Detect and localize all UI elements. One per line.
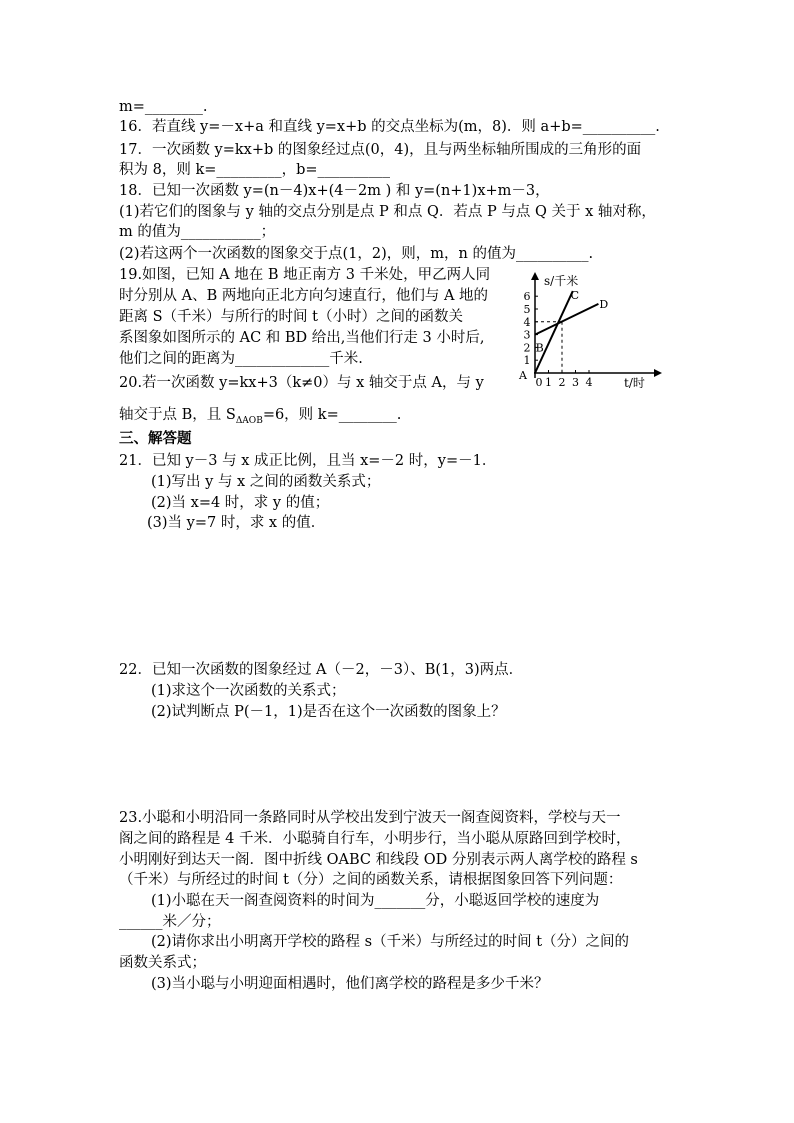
y-tick-label: 4 xyxy=(523,315,531,329)
question-22-part1: (1)求这个一次函数的关系式； xyxy=(151,683,346,699)
question-17-line2: 积为 8，则 k=_________，b=__________ xyxy=(119,162,391,178)
question-23-line1: 23.小聪和小明沿同一条路同时从学校出发到宁波天一阁查阅资料，学校与天一 xyxy=(119,810,621,826)
question-18-line2: (1)若它们的图象与 y 轴的交点分别是点 P 和点 Q．若点 P 与点 Q 关于 x 轴对称， xyxy=(119,204,656,220)
y-tick-label: 2 xyxy=(523,341,531,355)
series-line-bd xyxy=(535,304,598,335)
section-heading: 三、解答题 xyxy=(119,431,192,447)
question-16: 16．若直线 y=－x+a 和直线 y=x+b 的交点坐标为(m，8)．则 a+b=__________. xyxy=(119,119,660,135)
question-21-part3: (3)当 y=7 时，求 x 的值． xyxy=(147,515,326,531)
question-23-line3: 小明刚好到达天一阁．图中折线 OABC 和线段 OD 分别表示两人离学校的路程 s xyxy=(119,852,638,868)
y-tick-label: 5 xyxy=(523,303,531,316)
x-tick-label: 1 xyxy=(545,376,552,389)
question-23-part1-cont: ______米／分； xyxy=(119,914,221,930)
question-20-line2 xyxy=(119,405,401,431)
question-19-line4: 系图象如图所示的 AC 和 BD 给出,当他们行走 3 小时后, xyxy=(119,330,485,346)
x-tick-label: 2 xyxy=(558,376,566,389)
question-21-part1: (1)写出 y 与 x 之间的函数关系式； xyxy=(151,474,381,490)
chart-marks xyxy=(524,289,609,389)
question-21-part2: (2)当 x=4 时，求 y 的值； xyxy=(151,495,330,511)
x-axis-arrow xyxy=(654,369,662,377)
y-axis-label: s/千米 xyxy=(544,274,579,288)
question-19-line1: 19.如图，已知 A 地在 B 地正南方 3 千米处，甲乙两人同 xyxy=(119,267,491,283)
question-18-line1: 18．已知一次函数 y=(n－4)x+(4－2m ) 和 y=(n+1)x+m－3， xyxy=(119,183,550,199)
origin-label-a: A xyxy=(519,369,527,382)
distance-time-graph xyxy=(514,270,664,392)
question-23-part2: (2)请你求出小明离开学校的路程 s（千米）与所经过的时间 t（分）之间的 xyxy=(151,934,630,950)
question-22-line1: 22．已知一次函数的图象经过 A（－2，－3）、B(1，3)两点． xyxy=(119,662,524,678)
x-tick-label: 0 xyxy=(535,376,543,389)
question-19-line2: 时分别从 A、B 两地向正北方向匀速直行，他们与 A 地的 xyxy=(119,288,489,304)
question-23-part3: (3)当小聪与小明迎面相遇时，他们离学校的路程是多少千米？ xyxy=(151,976,549,992)
question-23-part1: (1)小聪在天一阁查阅资料的时间为_______分，小聪返回学校的速度为 xyxy=(151,893,600,909)
question-22-part2: (2)试判断点 P(－1，1)是否在这个一次函数的图象上？ xyxy=(151,704,506,720)
question-17-line1: 17．一次函数 y=kx+b 的图象经过点(0，4)，且与两坐标轴所围成的三角形的面 xyxy=(119,142,642,158)
point-label-b: B xyxy=(535,341,544,355)
point-label-d: D xyxy=(599,297,609,311)
y-tick-label: 1 xyxy=(523,354,531,368)
question-20-line1: 20.若一次函数 y=kx+3（k≠0）与 x 轴交于点 A，与 y xyxy=(119,375,484,391)
x-axis-label: t/时 xyxy=(624,376,645,390)
q20-subscript: ΔAOB xyxy=(235,415,263,426)
x-tick-label: 3 xyxy=(572,376,579,389)
point-label-c: C xyxy=(570,288,580,302)
question-19-line3: 距离 S（千米）与所行的时间 t（小时）之间的函数关 xyxy=(119,309,463,325)
q20-text-a: 轴交于点 B，且 S xyxy=(119,407,236,423)
q20-text-b: =6，则 k=________. xyxy=(262,407,402,423)
question-23-part2-cont: 函数关系式； xyxy=(119,955,206,971)
x-tick-label: 4 xyxy=(585,376,593,389)
question-19-line5: 他们之间的距离为_____________千米. xyxy=(119,351,363,367)
question-18-line3: m 的值为___________； xyxy=(119,224,276,240)
y-tick-label: 6 xyxy=(523,290,531,304)
q15-tail: m=________. xyxy=(119,99,208,115)
y-axis-arrow xyxy=(531,272,539,280)
question-23-line2: 阁之间的路程是 4 千米．小聪骑自行车，小明步行，当小聪从原路回到学校时， xyxy=(119,831,631,847)
question-18-line4: (2)若这两个一次函数的图象交于点(1，2)，则，m，n 的值为__________. xyxy=(119,246,594,262)
y-tick-label: 3 xyxy=(523,328,531,342)
question-23-line4: （千米）与所经过的时间 t（分）之间的函数关系，请根据图象回答下列问题： xyxy=(119,872,623,888)
question-21-line1: 21．已知 y－3 与 x 成正比例，且当 x=－2 时，y=－1． xyxy=(119,453,497,469)
